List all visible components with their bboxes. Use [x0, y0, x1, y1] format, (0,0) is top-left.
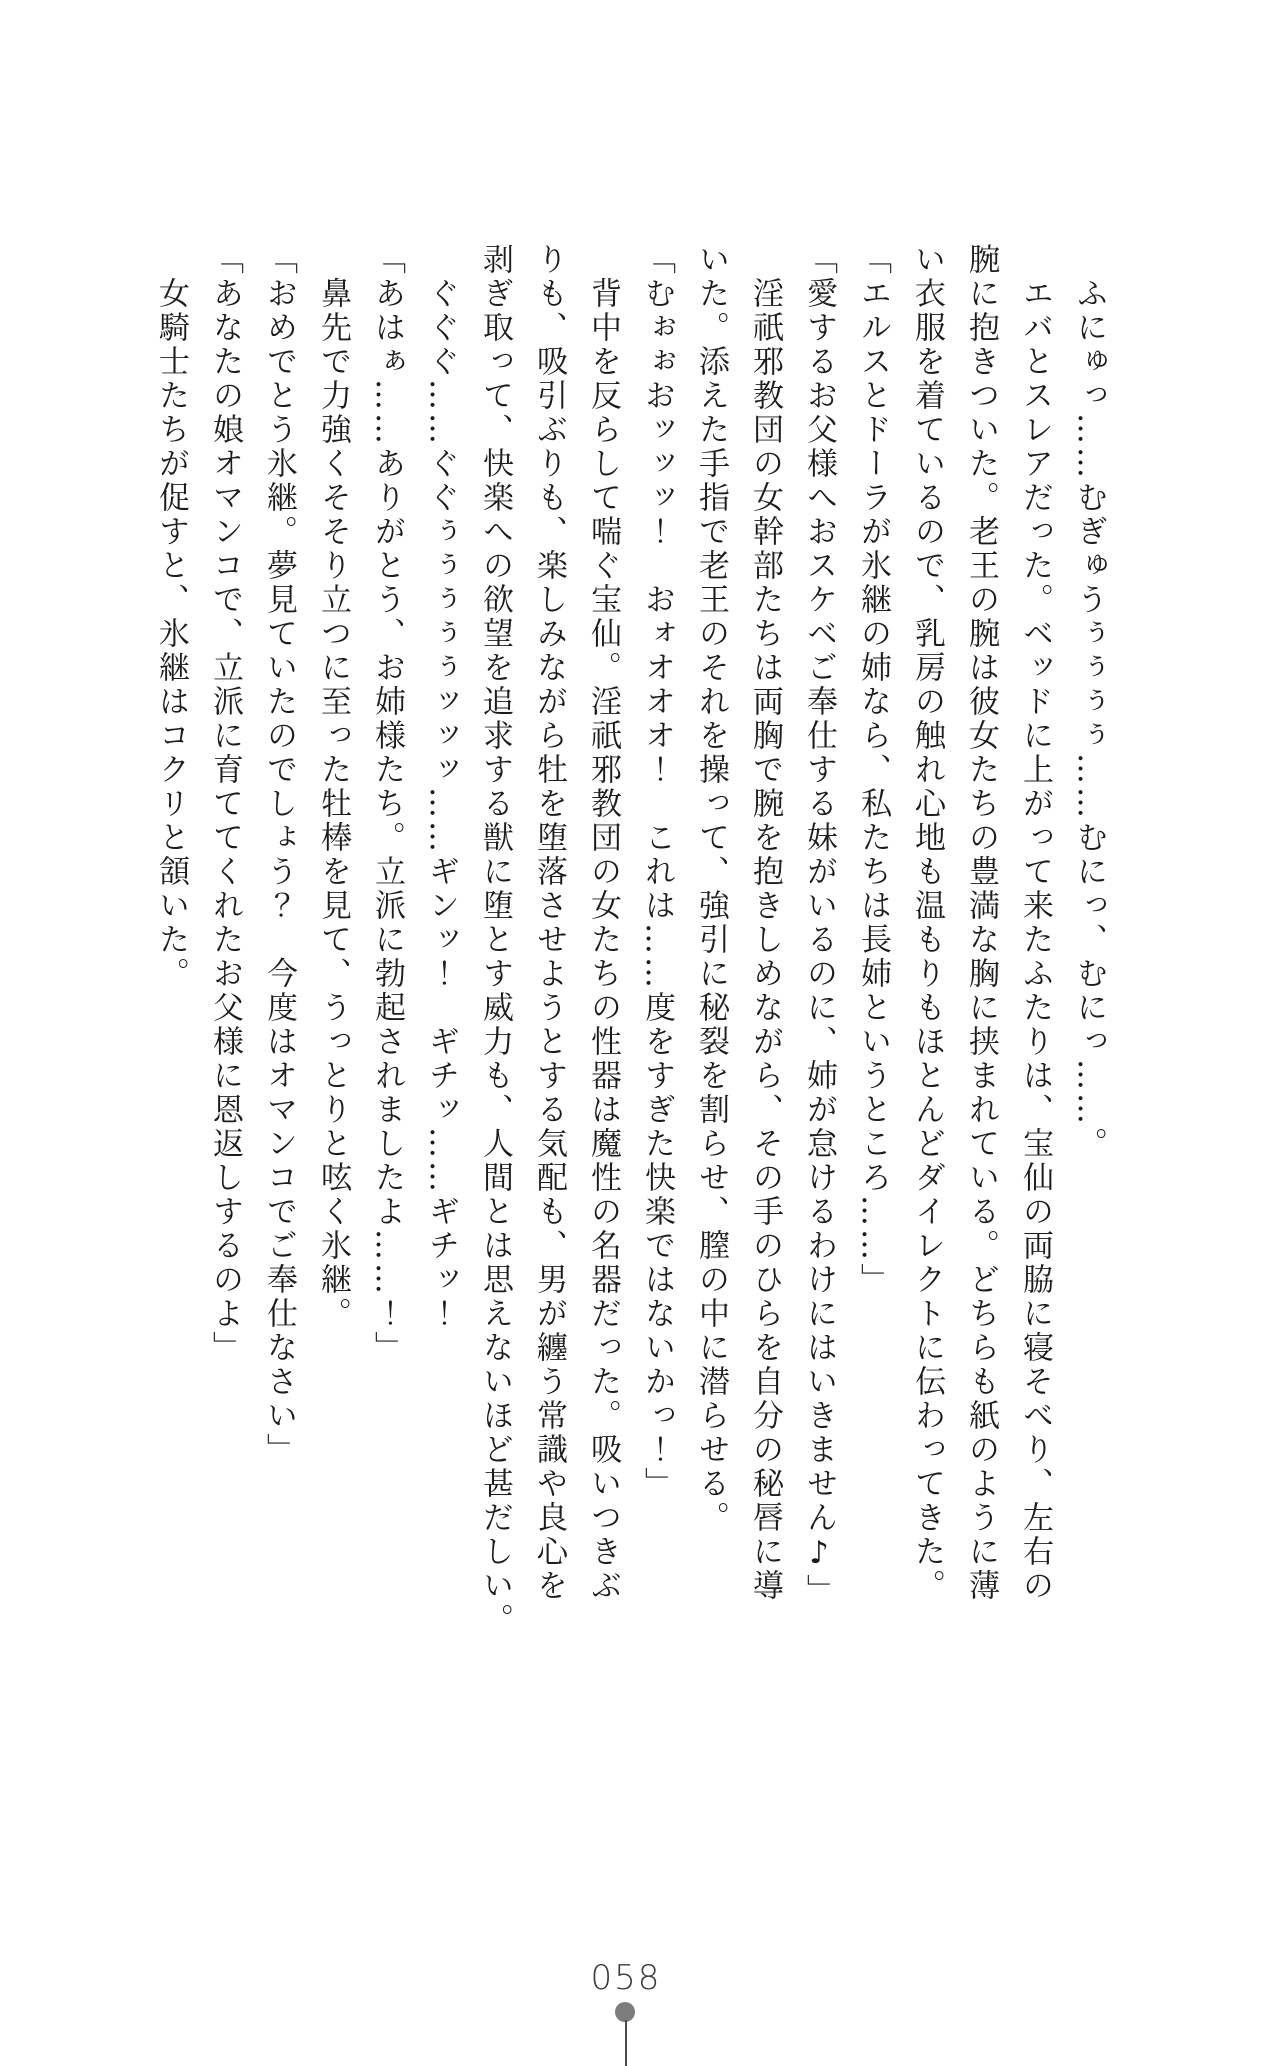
novel-line: りも、吸引ぶりも、楽しみながら牡を堕落させようとする気配も、男が纏う常識や良心を: [531, 243, 567, 1603]
novel-line: 背中を反らして喘ぐ宝仙。淫祇邪教団の女たちの性器は魔性の名器だった。吸いつきぶ: [585, 243, 621, 1603]
page-marker-dot-icon: [615, 2002, 635, 2022]
page-number: 058: [590, 1958, 662, 1998]
novel-line: 「あはぁ……ありがとう、お姉様たち。立派に勃起されましたよ……！」: [369, 243, 405, 1365]
novel-line: い衣服を着ているので、乳房の触れ心地も温もりもほとんどダイレクトに伝わってきた。: [909, 243, 945, 1603]
novel-line: 「むぉぉおッッッ！ おォオオオ！ これは……度をすぎた快楽ではないかっ！」: [639, 243, 675, 1501]
novel-line: ふにゅっ……むぎゅうぅぅぅぅ……むにっ、むにっ……。: [1071, 243, 1107, 1161]
novel-line: 女騎士たちが促すと、氷継はコクリと頷いた。: [153, 243, 189, 991]
novel-line: 「おめでとう氷継。夢見ていたのでしょう？ 今度はオマンコでご奉仕なさい」: [261, 243, 297, 1467]
novel-line: 淫祇邪教団の女幹部たちは両胸で腕を抱きしめながら、その手のひらを自分の秘唇に導: [747, 243, 783, 1603]
novel-line: 「あなたの娘オマンコで、立派に育ててくれたお父様に恩返しするのよ」: [207, 243, 243, 1365]
novel-line: 「エルスとドーラが氷継の姉なら、私たちは長姉というところ……」: [855, 243, 891, 1297]
novel-line: いた。添えた手指で老王のそれを操って、強引に秘裂を割らせ、膣の中に潜らせる。: [693, 243, 729, 1535]
novel-line: 腕に抱きついた。老王の腕は彼女たちの豊満な胸に挟まれている。どちらも紙のように薄: [963, 243, 999, 1603]
novel-line: ぐぐぐ……ぐぐぅぅぅぅぅッッッ……ギンッ！ ギチッ……ギチッ！: [423, 243, 459, 1331]
novel-line: 鼻先で力強くそそり立つに至った牡棒を見て、うっとりと呟く氷継。: [315, 243, 351, 1331]
novel-line: 「愛するお父様へおスケベご奉仕する妹がいるのに、姉が怠けるわけにはいきません♪」: [801, 243, 837, 1608]
novel-line: 剥ぎ取って、快楽への欲望を追求する獣に堕とす威力も、人間とは思えないほど甚だしい。: [477, 243, 513, 1637]
text-block: [144, 243, 1116, 1639]
novel-line: エバとスレアだった。ベッドに上がって来たふたりは、宝仙の両脇に寝そべり、左右の: [1017, 243, 1053, 1603]
page-marker-line: [625, 2020, 627, 2066]
